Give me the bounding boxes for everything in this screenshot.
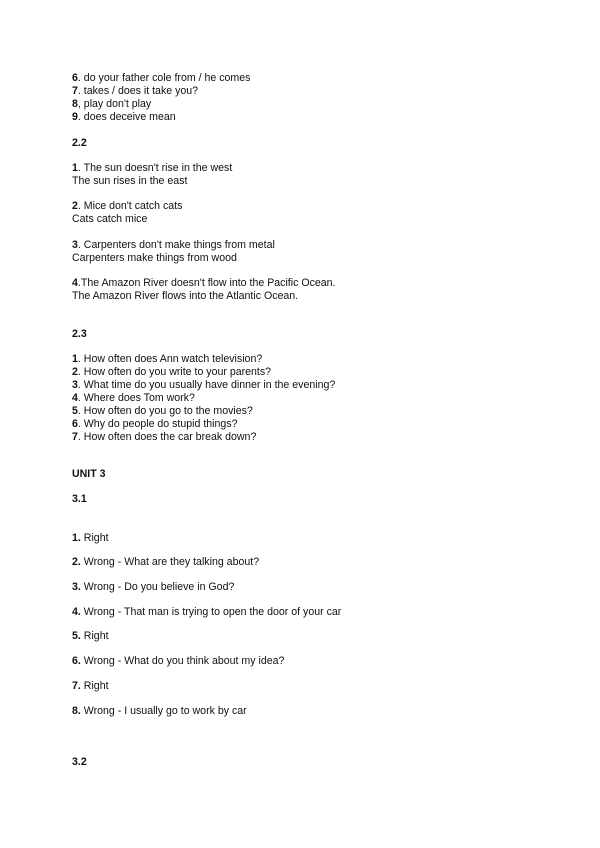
- section-heading-2-3: 2.3: [72, 328, 87, 340]
- list-item: [72, 85, 250, 98]
- item-text: How often does the car break down?: [83, 431, 257, 443]
- item-text: The Amazon River doesn't flow into the Pacific Ocean.: [80, 277, 336, 289]
- item-text: Where does Tom work?: [83, 392, 195, 404]
- item-number: 2: [72, 366, 78, 378]
- item-text: How often do you go to the movies?: [83, 405, 253, 417]
- item-number: 8: [72, 98, 78, 110]
- item-number: 4.: [72, 606, 81, 618]
- item-separator: .: [77, 405, 84, 417]
- list-item: [72, 162, 232, 175]
- item-text: Why do people do stupid things?: [83, 418, 238, 430]
- list-item: [72, 98, 250, 111]
- item-separator: .: [77, 392, 84, 404]
- item-text: Right: [83, 630, 109, 642]
- item-number: 3: [72, 239, 78, 251]
- item-text: Right: [83, 532, 109, 544]
- item-number: 4: [72, 392, 78, 404]
- item-text: Right: [83, 680, 109, 692]
- section-heading-3-1: 3.1: [72, 493, 87, 505]
- unit-heading: UNIT 3: [72, 468, 106, 480]
- item-separator: .: [77, 418, 84, 430]
- item-text: Wrong - What do you think about my idea?: [83, 655, 285, 667]
- exercise-2-2: [72, 162, 232, 188]
- item-answer: The Amazon River flows into the Atlantic Ocean.: [72, 290, 299, 302]
- answers-continued: [72, 72, 250, 124]
- list-item: [72, 239, 275, 252]
- list-item: [72, 655, 284, 668]
- list-item: [72, 630, 109, 643]
- item-text: Wrong - Do you believe in God?: [83, 581, 235, 593]
- list-item: [72, 366, 335, 379]
- item-answer: Carpenters make things from wood: [72, 252, 237, 264]
- exercise-2-3: [72, 353, 335, 444]
- list-item: [72, 405, 335, 418]
- list-item: [72, 556, 259, 569]
- item-number: 4: [72, 277, 78, 289]
- item-separator: .: [77, 200, 84, 212]
- item-number: 8.: [72, 705, 81, 717]
- list-item: [72, 379, 335, 392]
- item-answer: Cats catch mice: [72, 213, 148, 225]
- item-text: takes / does it take you?: [83, 85, 199, 97]
- item-text: What time do you usually have dinner in the evening?: [83, 379, 336, 391]
- exercise-2-2: [72, 239, 275, 265]
- list-item: [72, 111, 250, 124]
- list-item: [72, 353, 335, 366]
- item-separator: .: [77, 366, 84, 378]
- list-item: [72, 392, 335, 405]
- item-text: does deceive mean: [83, 111, 176, 123]
- item-text: Wrong - That man is trying to open the door of your car: [83, 606, 342, 618]
- item-number: 3: [72, 379, 78, 391]
- item-text: The sun doesn't rise in the west: [83, 162, 233, 174]
- item-number: 2.: [72, 556, 81, 568]
- item-separator: .: [77, 353, 84, 365]
- item-number: 7: [72, 431, 78, 443]
- list-item: [72, 200, 182, 213]
- item-number: 5.: [72, 630, 81, 642]
- item-separator: .: [77, 239, 84, 251]
- item-separator: .: [77, 85, 84, 97]
- item-separator: .: [77, 379, 84, 391]
- item-separator: .: [77, 162, 84, 174]
- item-text: How often do you write to your parents?: [83, 366, 272, 378]
- item-number: 7.: [72, 680, 81, 692]
- item-number: 2: [72, 200, 78, 212]
- item-number: 1.: [72, 532, 81, 544]
- item-text: Mice don't catch cats: [83, 200, 183, 212]
- list-item: [72, 705, 247, 718]
- item-text: play don't play: [83, 98, 152, 110]
- list-item: [72, 532, 109, 545]
- item-separator: ,: [77, 98, 84, 110]
- item-number: 1: [72, 353, 78, 365]
- list-item: [72, 277, 336, 290]
- list-item: [72, 581, 234, 594]
- item-number: 6: [72, 418, 78, 430]
- exercise-2-2: [72, 277, 336, 303]
- item-number: 1: [72, 162, 78, 174]
- section-heading-3-2: 3.2: [72, 756, 87, 768]
- item-number: 7: [72, 85, 78, 97]
- item-number: 3.: [72, 581, 81, 593]
- item-separator: .: [77, 431, 84, 443]
- item-text: Wrong - I usually go to work by car: [83, 705, 247, 717]
- section-heading-2-2: 2.2: [72, 137, 87, 149]
- exercise-2-2: [72, 200, 182, 226]
- item-number: 6: [72, 72, 78, 84]
- list-item: [72, 606, 341, 619]
- item-separator: .: [77, 111, 84, 123]
- item-separator: .: [77, 72, 84, 84]
- item-number: 5: [72, 405, 78, 417]
- item-separator: .: [77, 277, 81, 289]
- item-text: How often does Ann watch television?: [83, 353, 263, 365]
- item-number: 6.: [72, 655, 81, 667]
- list-item: [72, 431, 335, 444]
- item-text: Carpenters don't make things from metal: [83, 239, 275, 251]
- item-text: do your father cole from / he comes: [83, 72, 251, 84]
- list-item: [72, 72, 250, 85]
- list-item: [72, 418, 335, 431]
- list-item: [72, 680, 109, 693]
- item-number: 9: [72, 111, 78, 123]
- item-answer: The sun rises in the east: [72, 175, 188, 187]
- item-text: Wrong - What are they talking about?: [83, 556, 260, 568]
